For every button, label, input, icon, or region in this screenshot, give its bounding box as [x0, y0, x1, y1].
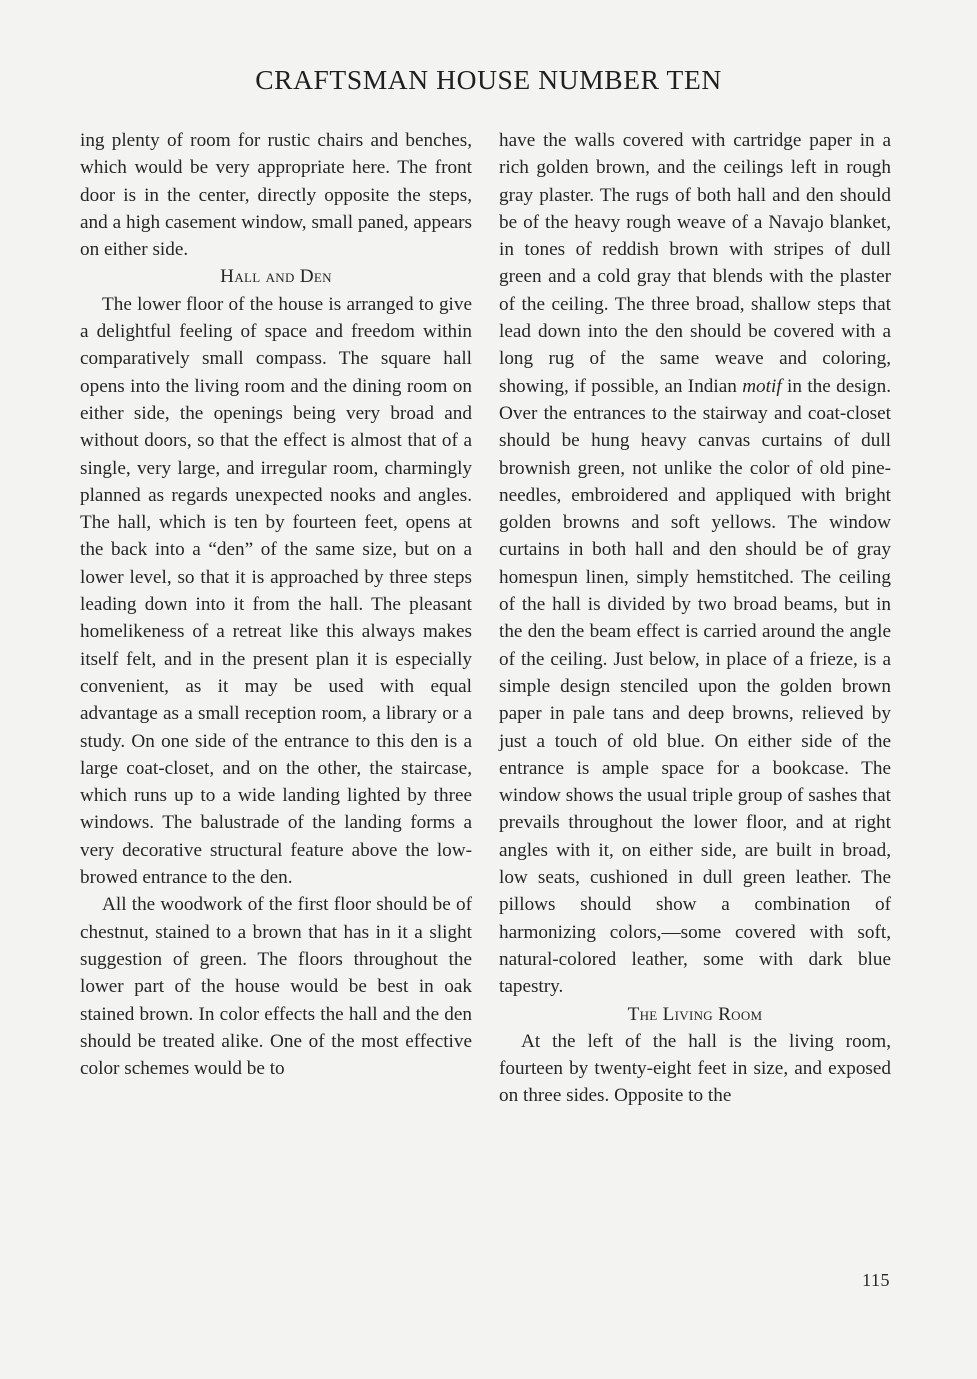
- paragraph-living-room: At the left of the hall is the living room, fourteen by twenty-eight feet in size, and exposed on three sides. Opposite to the: [499, 1030, 891, 1107]
- text-after-motif: in the design. Over the entrances to the stairway and coat-closet should be hung heavy canvas curtains of dull brownish green, not unlike the color of old pine-needles, embroidered and appliqued with bright golden browns and soft yellows. The window curtains in both hall and den should be of gray homespun linen, simply hemstitched. The ceiling of the hall is divided by two broad beams, but in the den the beam effect is carried around the angle of the ceiling. Just below, in place of a frieze, is a simple design stenciled upon the golden brown paper in pale tans and deep browns, relieved by just a touch of old blue. On either side of the entrance is ample space for a bookcase. The window shows the usual triple group of sashes that prevails throughout the lower floor, and at right angles with it, on either side, are built in broad, low seats, cushioned in dull green leather. The pillows should show a combination of harmonizing colors,—some covered with soft, natural-colored leather, some with dark blue tapestry.: [499, 375, 892, 998]
- paragraph-woodwork: All the woodwork of the first floor should be of chestnut, stained to a brown that has in it a slight suggestion of green. The floors throughout the lower part of the house would be best in oak stained brown. In color effects the hall and the den should be treated alike. One of the most effective color schemes would be to: [80, 894, 472, 1080]
- right-column: [499, 127, 891, 1110]
- paragraph-hall-and-den: The lower floor of the house is arranged to give a delightful feeling of space and freedom within comparatively small compass. The square hall opens into the living room and the dining room on either side, the openings being very broad and without doors, so that the effect is almost that of a single, very large, and irregular room, charmingly planned as regards unexpected nooks and angles. The hall, which is ten by fourteen feet, opens at the back into a “den” of the same size, but on a lower level, so that it is approached by three steps leading down into it from the hall. The pleasant homelikeness of a retreat like this always makes itself felt, and in the present plan it is especially convenient, as it may be used with equal advantage as a small reception room, a library or a study. On one side of the entrance to this den is a large coat-closet, and on the other, the staircase, which runs up to a wide landing lighted by three windows. The balustrade of the landing forms a very decorative structural feature above the low-browed entrance to the den.: [80, 293, 472, 889]
- running-title: CRAFTSMAN HOUSE NUMBER TEN: [255, 64, 722, 95]
- text-before-motif: have the walls covered with cartridge paper in a rich golden brown, and the ceilings left in rough gray plaster. The rugs of both hall and den should be of the heavy rough weave of a Navajo blanket, in tones of reddish brown with stripes of dull green and a cold gray that blends with the plaster of the ceiling. The three broad, shallow steps that lead down into the den should be covered with a long rug of the same weave and coloring, showing, if possible, an Indian: [499, 130, 891, 397]
- paragraph-color-scheme: [499, 127, 891, 1001]
- italic-motif: motif: [742, 375, 782, 397]
- page-number: 115: [862, 1270, 890, 1290]
- left-column: [80, 127, 472, 1082]
- section-heading-living-room: The Living Room: [627, 1003, 763, 1025]
- paragraph-continued: ing plenty of room for rustic chairs and benches, which would be very appropriate here. The front door is in the center, directly opposite the steps, and a high casement window, small paned, appears on either side.: [80, 130, 472, 261]
- section-heading-hall-and-den: Hall and Den: [220, 266, 332, 288]
